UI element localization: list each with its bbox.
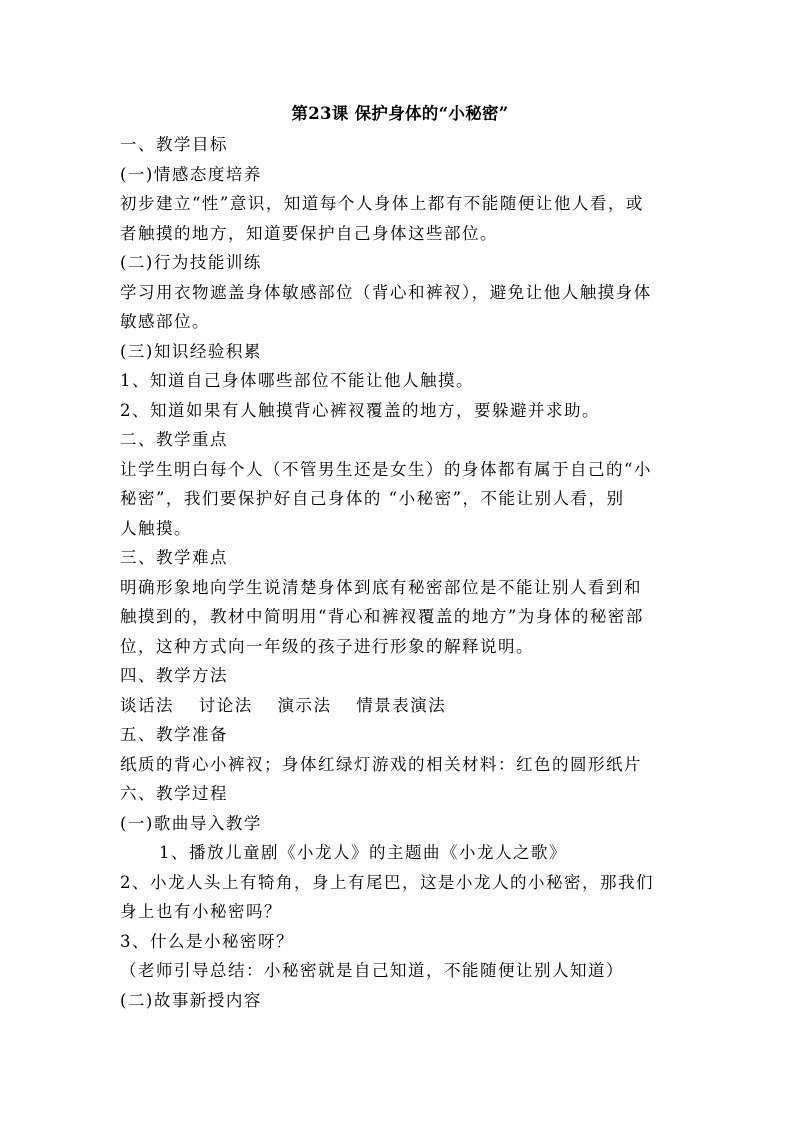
paragraph-line: 秘密”，我们要保护好自己身体的 “小秘密”，不能让别人看，别	[120, 489, 625, 508]
section-heading-preparation: 五、教学准备	[120, 725, 228, 744]
subheading-knowledge: (三)知识经验积累	[120, 341, 262, 361]
paragraph-line: 位，这种方式向一年级的孩子进行形象的解释说明。	[120, 636, 534, 656]
list-item: 3、什么是小秘密呀？	[120, 931, 294, 951]
subheading-attitude: (一)情感态度培养	[120, 164, 262, 184]
section-heading-difficulties: 三、教学难点	[120, 548, 228, 567]
subheading-song-intro: (一)歌曲导入教学	[120, 813, 262, 833]
paragraph-line: 2、小龙人头上有犄角，身上有尾巴，这是小龙人的小秘密，那我们	[120, 872, 654, 892]
list-item: 1、播放儿童剧《小龙人》的主题曲《小龙人之歌》	[159, 843, 567, 862]
method-item: 谈话法	[120, 695, 174, 715]
paragraph-line: 让学生明白每个人（不管男生还是女生）的身体都有属于自己的“小	[120, 459, 652, 479]
paragraph-line: 纸质的背心小裤衩；身体红绿灯游戏的相关材料：红色的圆形纸片	[120, 754, 642, 774]
document-body	[120, 98, 680, 1015]
section-heading-process: 六、教学过程	[120, 784, 228, 803]
method-item: 情景表演法	[356, 695, 447, 715]
list-item: 1、知道自己身体哪些部位不能让他人触摸。	[120, 371, 474, 390]
paragraph-line: 者触摸的地方，知道要保护自己身体这些部位。	[120, 223, 498, 243]
paragraph-line: 人触摸。	[120, 518, 192, 538]
page-title: 第23课 保护身体的“小秘密”	[291, 104, 509, 123]
method-item: 演示法	[277, 695, 332, 715]
section-heading-objectives: 一、教学目标	[120, 135, 228, 154]
subheading-skills: (二)行为技能训练	[120, 253, 262, 272]
method-item: 讨论法	[198, 695, 253, 715]
subheading-story: (二)故事新授内容	[120, 990, 262, 1010]
paragraph-line: 学习用衣物遮盖身体敏感部位（背心和裤衩），避免让他人触摸身体	[120, 282, 652, 302]
paragraph-line: 初步建立“性”意识，知道每个人身体上都有不能随便让他人看，或	[120, 194, 644, 213]
section-heading-key-points: 二、教学重点	[120, 430, 228, 449]
methods-list	[120, 691, 680, 721]
section-heading-methods: 四、教学方法	[120, 666, 228, 685]
list-item: 2、知道如果有人触摸背心裤衩覆盖的地方，要躲避并求助。	[120, 400, 600, 420]
paragraph-line: 敏感部位。	[120, 312, 210, 331]
paragraph-line: （老师引导总结：小秘密就是自己知道，不能随便让别人知道）	[120, 961, 624, 980]
paragraph-line: 触摸到的，教材中简明用“背心和裤衩覆盖的地方”为身体的秘密部	[120, 607, 644, 626]
paragraph-line: 身上也有小秘密吗？	[120, 902, 282, 921]
paragraph-line: 明确形象地向学生说清楚身体到底有秘密部位是不能让别人看到和	[120, 577, 642, 597]
